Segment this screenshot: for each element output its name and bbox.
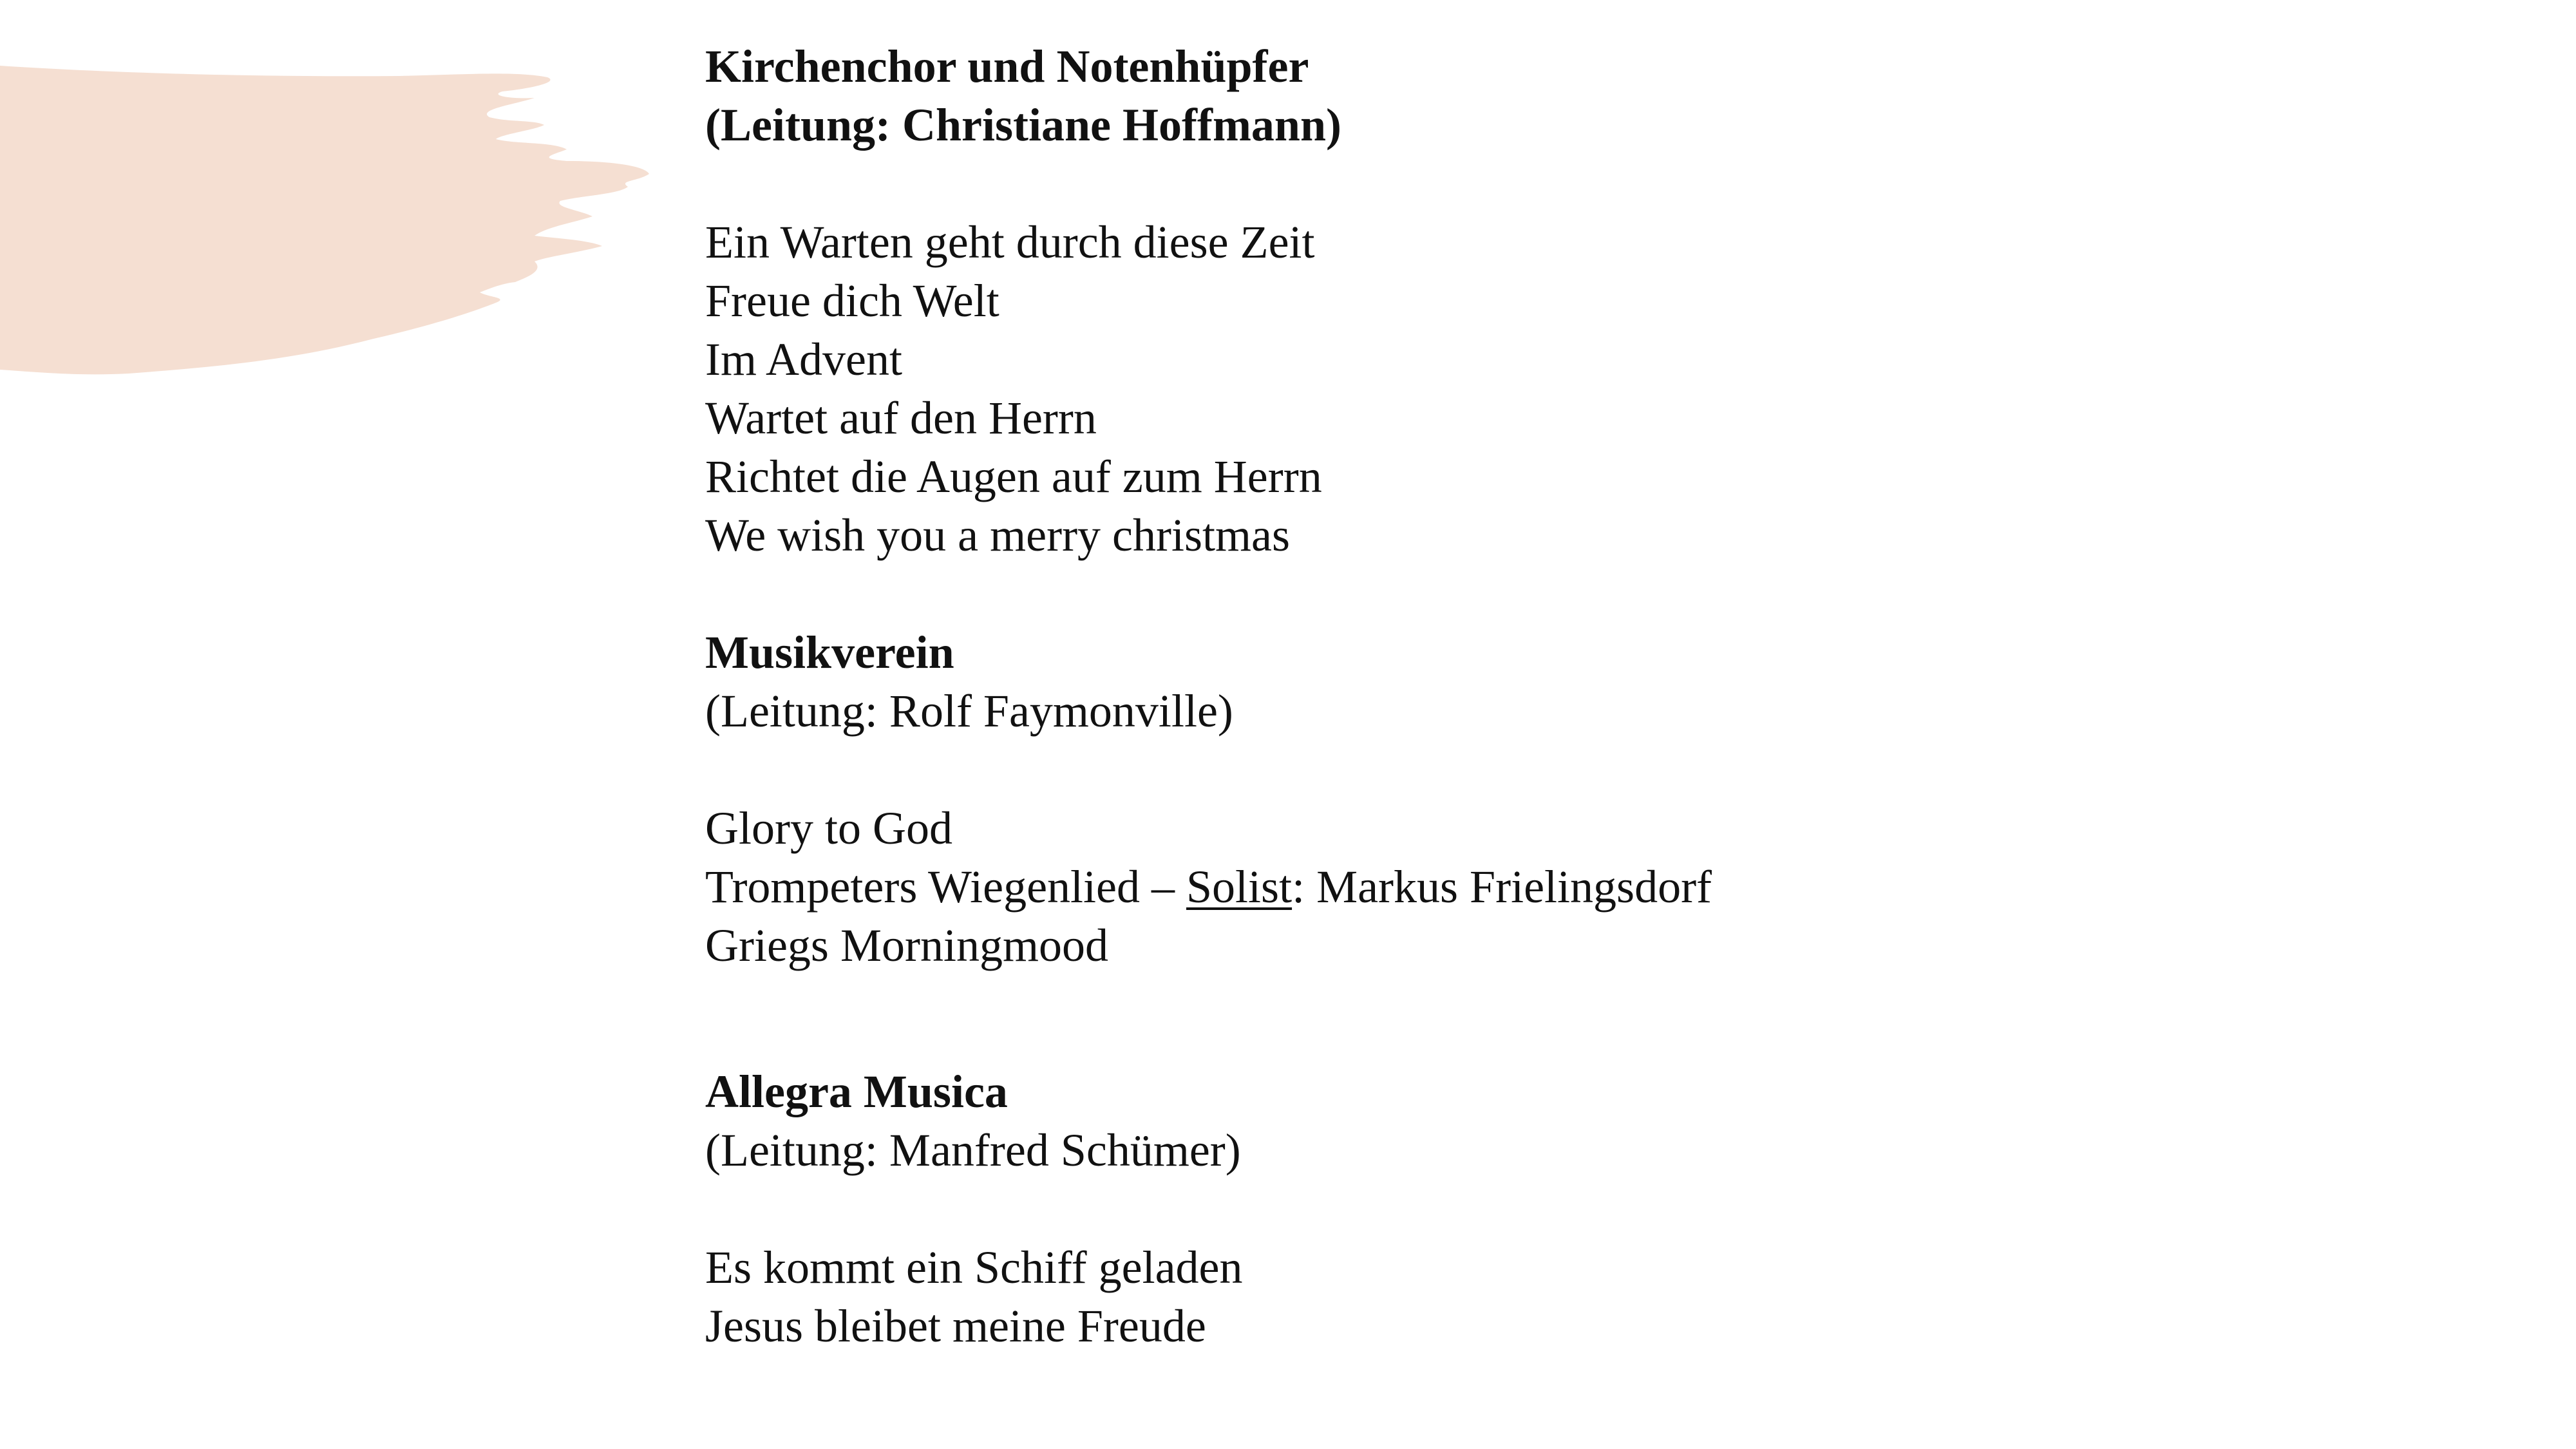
song-title: Trompeters Wiegenlied – bbox=[705, 861, 1186, 913]
choir-song: Freue dich Welt bbox=[705, 275, 999, 327]
musikverein-song: Glory to God bbox=[705, 802, 952, 854]
choir-song: Im Advent bbox=[705, 334, 902, 385]
solist-label: Solist bbox=[1186, 861, 1293, 913]
program-content bbox=[705, 37, 2444, 1356]
musikverein-song: Griegs Morningmood bbox=[705, 920, 1108, 971]
spacer bbox=[705, 741, 2444, 799]
section-leader-choir: (Leitung: Christiane Hoffmann) bbox=[705, 99, 1341, 151]
choir-song: Wartet auf den Herrn bbox=[705, 392, 1097, 444]
choir-song: We wish you a merry christmas bbox=[705, 509, 1290, 561]
spacer bbox=[705, 155, 2444, 213]
section-leader-musikverein: (Leitung: Rolf Faymonville) bbox=[705, 685, 1233, 737]
decorative-brush-stroke bbox=[0, 58, 650, 393]
choir-song: Richtet die Augen auf zum Herrn bbox=[705, 451, 1322, 502]
section-title-musikverein: Musikverein bbox=[705, 627, 954, 678]
solist-name: : Markus Frielingsdorf bbox=[1292, 861, 1712, 913]
musikverein-song-soloist bbox=[705, 858, 2444, 916]
spacer bbox=[705, 1180, 2444, 1238]
allegra-song: Jesus bleibet meine Freude bbox=[705, 1300, 1206, 1352]
choir-song: Ein Warten geht durch diese Zeit bbox=[705, 216, 1315, 268]
section-leader-allegra: (Leitung: Manfred Schümer) bbox=[705, 1124, 1241, 1176]
allegra-song: Es kommt ein Schiff geladen bbox=[705, 1242, 1243, 1293]
spacer bbox=[705, 975, 2444, 1063]
spacer bbox=[705, 565, 2444, 623]
section-title-choir: Kirchenchor und Notenhüpfer bbox=[705, 41, 1309, 92]
section-title-allegra: Allegra Musica bbox=[705, 1066, 1008, 1117]
